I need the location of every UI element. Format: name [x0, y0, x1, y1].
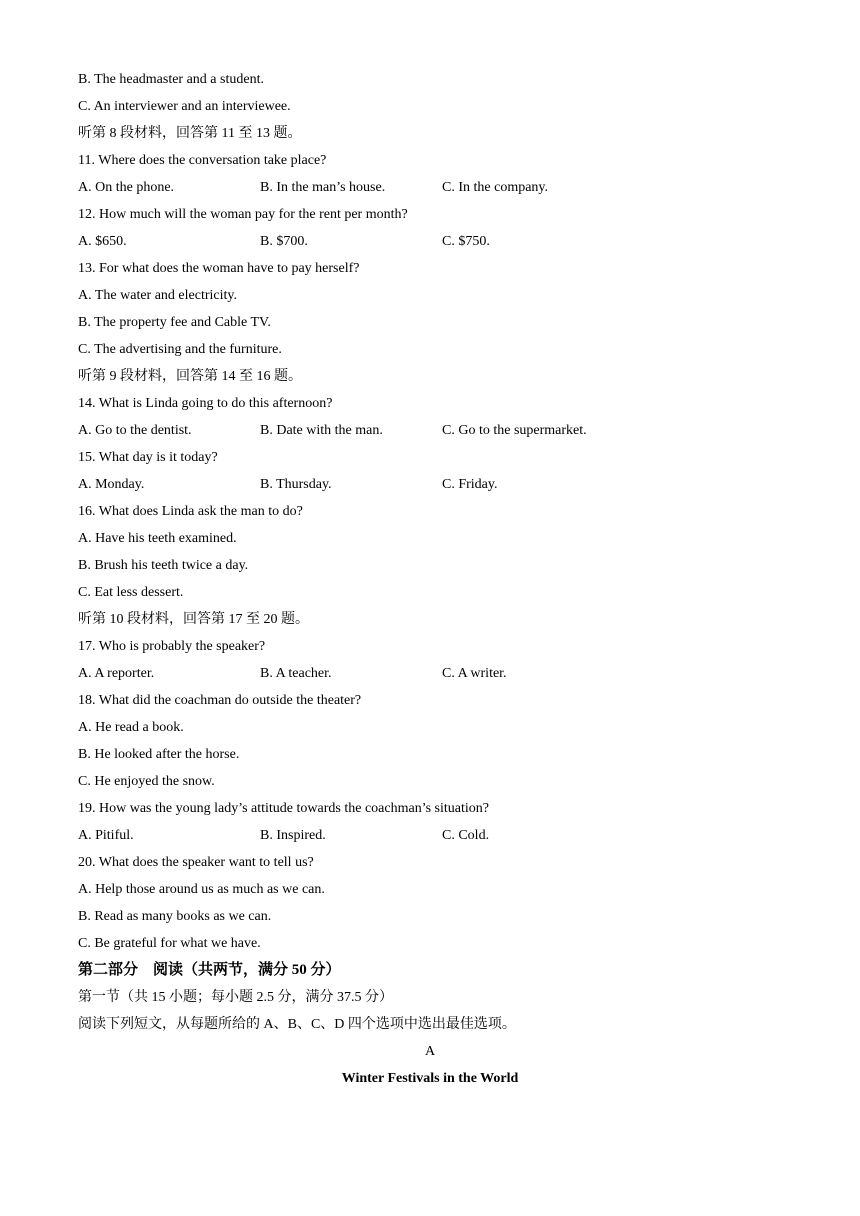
reading-instruction: 阅读下列短文，从每题所给的 A、B、C、D 四个选项中选出最佳选项。 — [78, 1017, 516, 1032]
section-heading: 第一节（共 15 小题；每小题 2.5 分，满分 37.5 分） — [78, 990, 393, 1005]
question-16: 16. What does Linda ask the man to do? — [78, 504, 303, 519]
option-a: A. Have his teeth examined. — [78, 531, 237, 546]
option-c: C. Cold. — [442, 828, 490, 843]
option-a: A. Pitiful. — [78, 828, 134, 843]
option-b: B. He looked after the horse. — [78, 747, 240, 762]
option-b: B. Brush his teeth twice a day. — [78, 558, 249, 573]
option-a: A. $650. — [78, 234, 127, 249]
option-a: A. Monday. — [78, 477, 145, 492]
option-b: B. $700. — [260, 234, 308, 249]
section-instruction: 听第 10 段材料，回答第 17 至 20 题。 — [78, 612, 309, 627]
option-b: B. In the man’s house. — [260, 180, 386, 195]
question-14: 14. What is Linda going to do this afternoon? — [78, 396, 333, 411]
option-b: B. A teacher. — [260, 666, 332, 681]
passage-title: Winter Festivals in the World — [341, 1071, 519, 1086]
option-c: C. Eat less dessert. — [78, 585, 184, 600]
part-heading: 第二部分 阅读（共两节，满分 50 分） — [78, 962, 341, 978]
option-c: C. A writer. — [442, 666, 507, 681]
option-c: C. Go to the supermarket. — [442, 423, 587, 438]
question-17: 17. Who is probably the speaker? — [78, 639, 266, 654]
option-b: B. Inspired. — [260, 828, 326, 843]
question-15: 15. What day is it today? — [78, 450, 218, 465]
question-11: 11. Where does the conversation take place? — [78, 153, 327, 168]
option-a: A. Help those around us as much as we can. — [78, 882, 325, 897]
question-18: 18. What did the coachman do outside the theater? — [78, 693, 362, 708]
question-12: 12. How much will the woman pay for the rent per month? — [78, 207, 408, 222]
section-instruction: 听第 9 段材料，回答第 14 至 16 题。 — [78, 369, 302, 384]
option-c: C. $750. — [442, 234, 490, 249]
option-c: C. In the company. — [442, 180, 549, 195]
question-13: 13. For what does the woman have to pay herself? — [78, 261, 360, 276]
question-19: 19. How was the young lady’s attitude towards the coachman’s situation? — [78, 801, 489, 816]
question-20: 20. What does the speaker want to tell us? — [78, 855, 314, 870]
option-a: A. Go to the dentist. — [78, 423, 192, 438]
option-b: B. Read as many books as we can. — [78, 909, 272, 924]
option-a: A. On the phone. — [78, 180, 175, 195]
passage-letter: A — [424, 1044, 436, 1059]
option-a: A. A reporter. — [78, 666, 155, 681]
section-instruction: 听第 8 段材料，回答第 11 至 13 题。 — [78, 126, 302, 141]
option-c: C. He enjoyed the snow. — [78, 774, 215, 789]
option-line: C. An interviewer and an interviewee. — [78, 99, 291, 114]
option-a: A. The water and electricity. — [78, 288, 237, 303]
option-b: B. Date with the man. — [260, 423, 383, 438]
option-c: C. The advertising and the furniture. — [78, 342, 282, 357]
option-b: B. Thursday. — [260, 477, 332, 492]
option-b: B. The property fee and Cable TV. — [78, 315, 271, 330]
option-c: C. Friday. — [442, 477, 498, 492]
option-a: A. He read a book. — [78, 720, 184, 735]
option-line: B. The headmaster and a student. — [78, 72, 264, 87]
option-c: C. Be grateful for what we have. — [78, 936, 261, 951]
